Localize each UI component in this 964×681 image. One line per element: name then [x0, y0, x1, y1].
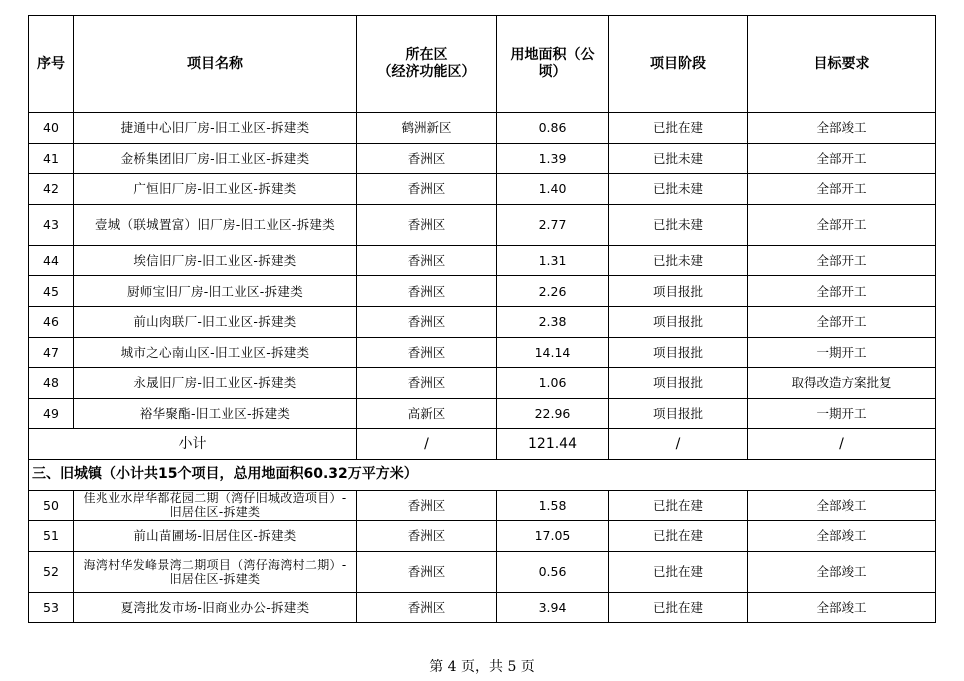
cell-area: 2.77 [497, 204, 609, 245]
cell-name: 前山苗圃场-旧居住区-拆建类 [74, 521, 357, 552]
cell-area: 0.56 [497, 551, 609, 592]
subtotal-label: 小计 [29, 429, 357, 460]
cell-district: 香洲区 [357, 337, 497, 368]
cell-district: 鹤洲新区 [357, 113, 497, 144]
cell-stage: 已批未建 [609, 143, 748, 174]
cell-area: 1.06 [497, 368, 609, 399]
cell-district: 香洲区 [357, 245, 497, 276]
table-row [29, 306, 936, 337]
cell-district: 香洲区 [357, 368, 497, 399]
cell-target: 全部开工 [748, 204, 936, 245]
cell-district: 香洲区 [357, 551, 497, 592]
subtotal-row [29, 429, 936, 460]
cell-name: 前山肉联厂-旧工业区-拆建类 [74, 306, 357, 337]
page-footer: 第 4 页，共 5 页 [429, 659, 535, 675]
cell-target: 全部开工 [748, 174, 936, 205]
cell-stage: 已批未建 [609, 204, 748, 245]
table-row [29, 276, 936, 307]
table-row [29, 337, 936, 368]
cell-district: 香洲区 [357, 174, 497, 205]
cell-no: 52 [29, 551, 74, 592]
cell-stage: 已批在建 [609, 521, 748, 552]
cell-district: 香洲区 [357, 521, 497, 552]
table-row [29, 490, 936, 521]
cell-stage: 已批未建 [609, 174, 748, 205]
table-row [29, 204, 936, 245]
cell-target: 一期开工 [748, 398, 936, 429]
cell-name: 捷通中心旧厂房-旧工业区-拆建类 [74, 113, 357, 144]
subtotal-stage: / [609, 429, 748, 460]
cell-stage: 已批未建 [609, 245, 748, 276]
header-stage: 项目阶段 [609, 16, 748, 113]
cell-no: 51 [29, 521, 74, 552]
cell-target: 全部竣工 [748, 551, 936, 592]
subtotal-district: / [357, 429, 497, 460]
table-row [29, 592, 936, 623]
cell-area: 1.31 [497, 245, 609, 276]
cell-no: 45 [29, 276, 74, 307]
cell-stage: 项目报批 [609, 368, 748, 399]
cell-area: 14.14 [497, 337, 609, 368]
cell-target: 全部竣工 [748, 490, 936, 521]
cell-no: 46 [29, 306, 74, 337]
cell-target: 全部开工 [748, 245, 936, 276]
cell-stage: 项目报批 [609, 306, 748, 337]
cell-district: 香洲区 [357, 306, 497, 337]
cell-no: 40 [29, 113, 74, 144]
cell-target: 全部竣工 [748, 521, 936, 552]
table-row [29, 245, 936, 276]
cell-name: 海湾村华发峰景湾二期项目（湾仔海湾村二期）-旧居住区-拆建类 [74, 551, 357, 592]
cell-target: 一期开工 [748, 337, 936, 368]
cell-area: 17.05 [497, 521, 609, 552]
cell-target: 全部竣工 [748, 113, 936, 144]
cell-name: 壹城（联城置富）旧厂房-旧工业区-拆建类 [74, 204, 357, 245]
subtotal-area: 121.44 [497, 429, 609, 460]
cell-district: 香洲区 [357, 276, 497, 307]
cell-district: 香洲区 [357, 143, 497, 174]
cell-name: 埃信旧厂房-旧工业区-拆建类 [74, 245, 357, 276]
section-heading-row [29, 459, 936, 490]
cell-name: 夏湾批发市场-旧商业办公-拆建类 [74, 592, 357, 623]
cell-area: 1.39 [497, 143, 609, 174]
cell-stage: 已批在建 [609, 592, 748, 623]
table-row [29, 174, 936, 205]
cell-no: 50 [29, 490, 74, 521]
cell-no: 44 [29, 245, 74, 276]
cell-no: 53 [29, 592, 74, 623]
table-row [29, 368, 936, 399]
header-row [29, 16, 936, 113]
cell-no: 47 [29, 337, 74, 368]
cell-no: 42 [29, 174, 74, 205]
cell-name: 金桥集团旧厂房-旧工业区-拆建类 [74, 143, 357, 174]
table-row [29, 551, 936, 592]
cell-no: 49 [29, 398, 74, 429]
cell-target: 全部开工 [748, 306, 936, 337]
header-no: 序号 [29, 16, 74, 113]
subtotal-target: / [748, 429, 936, 460]
cell-no: 43 [29, 204, 74, 245]
cell-area: 0.86 [497, 113, 609, 144]
cell-target: 全部竣工 [748, 592, 936, 623]
table-row [29, 521, 936, 552]
table-row [29, 113, 936, 144]
cell-no: 48 [29, 368, 74, 399]
cell-stage: 项目报批 [609, 276, 748, 307]
cell-target: 全部开工 [748, 143, 936, 174]
table-row [29, 398, 936, 429]
cell-name: 广恒旧厂房-旧工业区-拆建类 [74, 174, 357, 205]
cell-no: 41 [29, 143, 74, 174]
cell-area: 2.26 [497, 276, 609, 307]
header-area: 用地面积（公 顷） [497, 16, 609, 113]
cell-name: 佳兆业水岸华都花园二期（湾仔旧城改造项目）-旧居住区-拆建类 [74, 490, 357, 521]
cell-name: 裕华聚酯-旧工业区-拆建类 [74, 398, 357, 429]
cell-district: 香洲区 [357, 592, 497, 623]
section-3-title: 三、旧城镇（小计共15个项目，总用地面积60.32万平方米） [29, 459, 936, 490]
cell-district: 高新区 [357, 398, 497, 429]
cell-name: 厨师宝旧厂房-旧工业区-拆建类 [74, 276, 357, 307]
project-table [28, 15, 936, 623]
cell-area: 22.96 [497, 398, 609, 429]
header-name: 项目名称 [74, 16, 357, 113]
cell-area: 2.38 [497, 306, 609, 337]
cell-name: 城市之心南山区-旧工业区-拆建类 [74, 337, 357, 368]
cell-stage: 已批在建 [609, 113, 748, 144]
cell-target: 取得改造方案批复 [748, 368, 936, 399]
cell-district: 香洲区 [357, 490, 497, 521]
cell-district: 香洲区 [357, 204, 497, 245]
table-row [29, 143, 936, 174]
cell-area: 1.58 [497, 490, 609, 521]
cell-name: 永晟旧厂房-旧工业区-拆建类 [74, 368, 357, 399]
cell-area: 1.40 [497, 174, 609, 205]
cell-stage: 已批在建 [609, 490, 748, 521]
header-target: 目标要求 [748, 16, 936, 113]
header-district: 所在区 （经济功能区） [357, 16, 497, 113]
cell-target: 全部开工 [748, 276, 936, 307]
cell-area: 3.94 [497, 592, 609, 623]
cell-stage: 已批在建 [609, 551, 748, 592]
cell-stage: 项目报批 [609, 398, 748, 429]
cell-stage: 项目报批 [609, 337, 748, 368]
